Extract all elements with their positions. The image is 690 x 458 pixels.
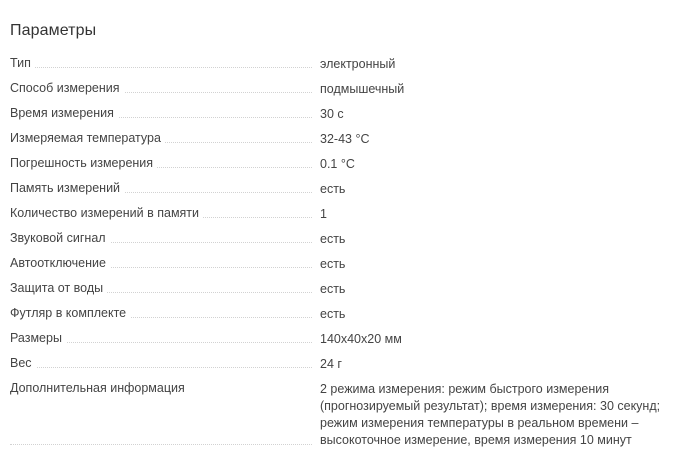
spec-name-cell xyxy=(8,281,320,306)
leader-dots xyxy=(10,444,312,445)
table-row xyxy=(8,181,672,206)
spec-name-label: Измеряемая температура xyxy=(10,131,165,145)
spec-name-label: Тип xyxy=(10,56,35,70)
specifications-table xyxy=(8,56,672,458)
spec-name-label: Защита от воды xyxy=(10,281,107,295)
table-row xyxy=(8,56,672,81)
spec-name-cell xyxy=(8,306,320,331)
spec-name-cell xyxy=(8,56,320,81)
spec-value-cell: есть xyxy=(320,182,346,196)
spec-name-label: Футляр в комплекте xyxy=(10,306,130,320)
table-row xyxy=(8,306,672,331)
spec-value-cell: есть xyxy=(320,257,346,271)
spec-name-cell xyxy=(8,81,320,106)
spec-name-label: Память измерений xyxy=(10,181,124,195)
spec-value-cell: 2 режима измерения: режим быстрого измерения (прогнозируемый результат); время измерения: 30 секунд; режим измерения температуры в реальном времени – высокоточное измерение, время измерения 10 минут xyxy=(320,382,661,447)
spec-value-cell: 140x40x20 мм xyxy=(320,332,402,346)
leader-dots xyxy=(10,67,312,68)
spec-name-cell xyxy=(8,231,320,256)
spec-name-label: Время измерения xyxy=(10,106,118,120)
table-row xyxy=(8,106,672,131)
leader-dots xyxy=(10,367,312,368)
spec-value-cell: подмышечный xyxy=(320,82,405,96)
spec-name-cell xyxy=(8,381,320,458)
spec-value-cell: 0.1 °С xyxy=(320,157,355,171)
spec-name-label: Автоотключение xyxy=(10,256,110,270)
spec-value-cell: 1 xyxy=(320,207,327,221)
table-row xyxy=(8,281,672,306)
spec-name-cell xyxy=(8,206,320,231)
spec-value-cell: есть xyxy=(320,282,346,296)
spec-name-label: Способ измерения xyxy=(10,81,124,95)
spec-name-cell xyxy=(8,156,320,181)
spec-name-cell xyxy=(8,256,320,281)
spec-value-cell: есть xyxy=(320,307,346,321)
table-row xyxy=(8,131,672,156)
spec-name-label: Размеры xyxy=(10,331,66,345)
specifications-table-body xyxy=(8,56,672,458)
spec-value-cell: 24 г xyxy=(320,357,342,371)
table-row xyxy=(8,381,672,458)
table-row xyxy=(8,356,672,381)
table-row xyxy=(8,231,672,256)
table-row xyxy=(8,331,672,356)
table-row xyxy=(8,256,672,281)
spec-value-cell: электронный xyxy=(320,57,396,71)
table-row xyxy=(8,156,672,181)
page-title: Параметры xyxy=(10,22,97,39)
table-row xyxy=(8,206,672,231)
spec-name-cell xyxy=(8,131,320,156)
spec-name-label: Погрешность измерения xyxy=(10,156,157,170)
spec-name-label: Вес xyxy=(10,356,36,370)
spec-value-cell: 32-43 °С xyxy=(320,132,370,146)
spec-value-cell: 30 с xyxy=(320,107,344,121)
spec-name-label: Дополнительная информация xyxy=(10,381,189,395)
spec-name-label: Звуковой сигнал xyxy=(10,231,110,245)
spec-value-cell: есть xyxy=(320,232,346,246)
spec-name-label: Количество измерений в памяти xyxy=(10,206,203,220)
spec-name-cell xyxy=(8,106,320,131)
spec-name-cell xyxy=(8,356,320,381)
spec-name-cell xyxy=(8,181,320,206)
table-row xyxy=(8,81,672,106)
spec-name-cell xyxy=(8,331,320,356)
